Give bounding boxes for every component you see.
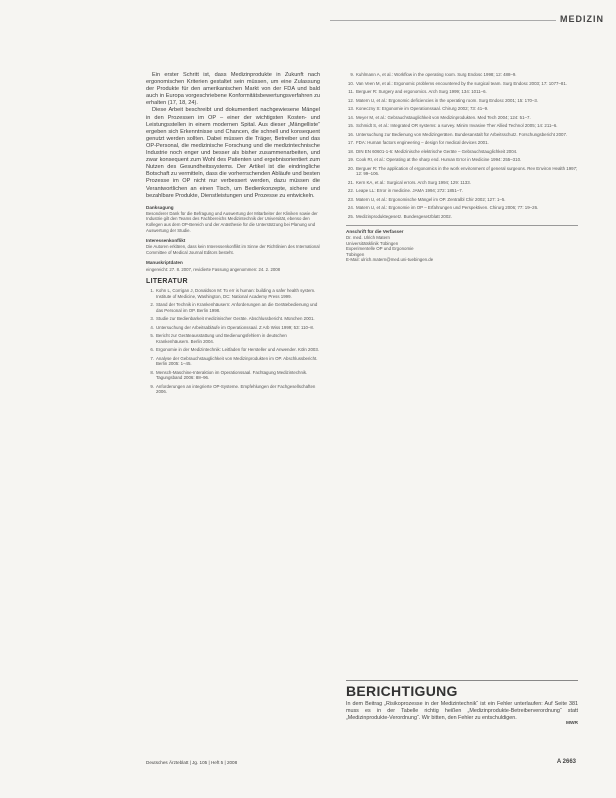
left-column xyxy=(146,72,320,398)
reference-text: Kuhlmann A, et al.: Workflow in the operating room. Surg Endosc 1998; 12: 488–9. xyxy=(356,72,517,77)
reference-item xyxy=(346,72,578,78)
reference-text: Anforderungen an integrierte OP-Systeme. Empfehlungen der Fachgesellschaften 2006. xyxy=(156,383,316,395)
reference-item xyxy=(346,188,578,194)
reference-text: Matern U, et al.: Ergonomic deficiencies in the operating room. Surg Endosc 2001; 15: 170–3. xyxy=(356,97,539,103)
reference-number: 16. xyxy=(347,131,354,137)
reference-text: Kohn L, Corrigan J, Donaldson M: To err is human: building a safer health system. Institute of Medicine, Washington, DC: National Academy Press 1999. xyxy=(156,288,316,299)
reference-text: Cook RI, et al.: Operating at the sharp end. Human Error in Medicine 1994: 255–310. xyxy=(356,157,522,162)
reference-text: Berguer R: Surgery and ergonomics. Arch Surg 1999; 134: 1011–6. xyxy=(356,89,487,94)
reference-text: Van Veen M, et al.: Ergonomic problems encountered by the surgical team. Surg Endosc 2003; 17: 1077–81. xyxy=(356,80,568,86)
reference-item xyxy=(346,166,578,177)
reference-item xyxy=(346,180,578,186)
literature-title: LITERATUR xyxy=(146,278,188,286)
address-line: E-Mail: ulrich.matern@med.uni-tuebingen.de xyxy=(346,257,434,263)
reference-item xyxy=(346,197,578,203)
reference-item xyxy=(146,325,320,331)
reference-item xyxy=(146,347,320,353)
reference-text: Analyse der Gebrauchstauglichkeit von Medizinprodukten im OP. Abschlussbericht. Berlin 2005: 1–45. xyxy=(156,355,318,367)
reference-number: 1. xyxy=(150,288,154,294)
reference-item xyxy=(346,106,578,112)
reference-item xyxy=(146,333,320,344)
body-paragraph-1: Ein erster Schritt ist, dass Medizinprodukte in Zukunft nach ergonomischen Kriterien gestaltet sein müssen, um eine Zulassung der Produkte für den amerikanischen Markt von der FDA und bald auch in Europa vorgeschriebene Konformitätsbewertungsverfahren zu erhalten (17, 18, 24). xyxy=(146,72,320,107)
reference-item xyxy=(146,356,320,367)
reference-text: DIN EN 60601-1-6: Medizinische elektrische Geräte – Gebrauchstauglichkeit 2004. xyxy=(356,148,518,154)
reference-list-left xyxy=(146,288,320,395)
right-column xyxy=(346,72,578,263)
address-block xyxy=(346,235,578,263)
reference-number: 21. xyxy=(347,179,354,185)
reference-number: 9. xyxy=(350,72,354,77)
reference-text: Studie zur Bedienbarkeit medizinischer Geräte. Abschlussbericht. München 2001. xyxy=(156,316,315,322)
reference-item xyxy=(146,302,320,313)
reference-text: Medizinproduktegesetz. Bundesgesetzblatt 2002. xyxy=(356,213,452,219)
conflict-text: Die Autoren erklären, dass kein Interessenkonflikt im Sinne der Richtlinien des International Committee of Medical Journal Editors besteht. xyxy=(146,244,320,255)
conflict-title: Interessenkonflikt xyxy=(146,238,186,244)
address-line: Dr. med. Ulrich Matern xyxy=(346,235,390,241)
reference-text: Koneczny S: Ergonomie im Operationssaal. Chirurg 2002; 73: 41–9. xyxy=(356,106,489,111)
footer-journal: Deutsches Ärzteblatt | Jg. 105 | Heft 5 | 2008 xyxy=(146,760,238,765)
reference-list-right xyxy=(346,72,578,219)
reference-number: 19. xyxy=(347,157,354,162)
reference-text: Leape LL: Error in medicine. JAMA 1994; 272: 1851–7. xyxy=(356,188,463,193)
correction-signature: MWR xyxy=(566,721,578,727)
reference-item xyxy=(146,384,320,395)
manuscript-title: Manuskriptdaten xyxy=(146,260,183,266)
reference-item xyxy=(346,140,578,146)
address-line: Tübingen xyxy=(346,251,365,257)
reference-text: FDA: Human factors engineering – design for medical devices 2001. xyxy=(356,140,489,145)
reference-item xyxy=(346,132,578,138)
reference-text: Kern KA, et al.: Surgical errors. Arch Surg 1994; 129: 1133. xyxy=(356,179,471,185)
reference-number: 15. xyxy=(347,123,354,128)
reference-text: Matern U, et al.: Ergonomische Mängel im OP. Zentralbl Chir 2002; 127: 1–5. xyxy=(356,196,506,202)
reference-text: Ergonomie in der Medizintechnik: Leitfaden für Hersteller und Anwender. Köln 2003. xyxy=(156,347,320,353)
section-tag: MEDIZIN xyxy=(560,14,604,24)
reference-item xyxy=(346,98,578,104)
reference-text: Schmidt S, et al.: Integrated OR systems: a survey. Minim Invasive Ther Allied Technol 2005; 14: 211–6. xyxy=(356,123,558,128)
reference-number: 3. xyxy=(150,316,154,322)
reference-number: 11. xyxy=(348,89,354,94)
reference-number: 5. xyxy=(150,333,154,339)
reference-number: 24. xyxy=(347,205,354,210)
address-line: Experimentelle OP und Ergonomie xyxy=(346,246,414,252)
correction-box xyxy=(346,680,578,726)
page-footer xyxy=(146,760,576,768)
reference-item xyxy=(346,214,578,220)
reference-item xyxy=(146,370,320,381)
reference-number: 9. xyxy=(150,383,154,389)
reference-item xyxy=(346,115,578,121)
reference-number: 8. xyxy=(150,369,154,375)
reference-number: 23. xyxy=(347,196,354,202)
reference-item xyxy=(346,149,578,155)
reference-number: 12. xyxy=(347,97,354,103)
manuscript-text: eingereicht: 27. 8. 2007, revidierte Fassung angenommen: 24. 2. 2008 xyxy=(146,266,281,272)
reference-number: 18. xyxy=(347,148,354,154)
reference-text: Stand der Technik in Krankenhäusern: Anforderungen an die Gerätebedienung und das Personal im OP. Berlin 1998. xyxy=(156,302,318,313)
reference-number: 17. xyxy=(347,140,354,145)
reference-text: Bericht zur Geräteausstattung und Bedienungsfehlern in deutschen Krankenhäusern. Berlin 2004. xyxy=(156,333,287,344)
reference-item xyxy=(346,157,578,163)
reference-item xyxy=(146,288,320,299)
reference-number: 4. xyxy=(150,324,154,330)
reference-item xyxy=(346,89,578,95)
reference-text: Untersuchung zur Bedienung von Medizingeräten. Bundesanstalt für Arbeitsschutz. Forschungsbericht 2007. xyxy=(356,131,568,137)
reference-number: 2. xyxy=(150,302,154,308)
page-number: A 2663 xyxy=(556,759,576,765)
reference-text: Mensch-Maschine-Interaktion im Operationssaal. Fachtagung Medizintechnik. Tagungsband 2006: 88–96. xyxy=(156,369,308,381)
reference-number: 13. xyxy=(347,106,354,111)
address-line: Universitätsklinik Tübingen xyxy=(346,240,399,246)
reference-item xyxy=(346,81,578,87)
address-title: Anschrift für die Verfasser xyxy=(346,225,578,235)
acknowledgement-text: Besonderer Dank für die Befragung und Auswertung der Mitarbeiter der Kliniken sowie der Industrie gilt den Teams des Fachbereichs Medizintechnik der Universität, ebenso den Kollegen aus dem OP-Bereich und der Anästhesie für die Unterstützung bei Planung und Auswertung der Studie. xyxy=(146,210,318,233)
reference-number: 10. xyxy=(347,80,354,86)
reference-text: Untersuchung der Arbeitsabläufe im Operationssaal. Z Arb Wiss 1999; 53: 110–8. xyxy=(156,324,315,330)
correction-text: In dem Beitrag „Risikoprozesse in der Medizintechnik“ ist ein Fehler unterlaufen: Auf Seite 381 muss es in der Tabelle richtig heißen „Medizinprodukte-Betreiberverordnung“ statt „Medizinprodukte-Verordnung“. Wir bitten, den Fehler zu entschuldigen. xyxy=(346,701,578,721)
reference-number: 6. xyxy=(150,347,154,353)
reference-number: 7. xyxy=(150,355,154,361)
header-rule xyxy=(330,20,556,21)
reference-number: 25. xyxy=(347,213,354,219)
reference-text: Berguer R: The application of ergonomics in the work environment of general surgeons. Rev Environ Health 1997; 12: 99–106. xyxy=(356,165,578,176)
reference-text: Matern U, et al.: Ergonomie im OP – Erfahrungen und Perspektiven. Chirurg 2006; 77: 19–26. xyxy=(356,205,539,210)
body-paragraph-2: Diese Arbeit beschreibt und dokumentiert nachgewiesene Mängel in den Prozessen im OP – einer der wichtigsten Kosten- und Leistungsstellen in einem modernen Spital. Aus dieser „Mängelliste“ ergeben sich Erkenntnisse und Chancen, die schnell und konsequent genutzt werden sollten. Dabei müssen die Träger, Betreiber und das OP-Personal, die medizinische Forschung und die medizintechnische Industrie noch enger und besser als bisher zusammenarbeiten, und zwar konsequent zum Wohl des Patienten und ergebnisorientiert zum Nutzen des Gesundheitssystems. Der Artikel ist die eindringliche Botschaft zu vermitteln, dass die vorherrschenden Abläufe und besten Prozesse im OP nicht nur verbessert werden, dazu müssen die Verantwortlichen an einen Tisch, um Bedienkonzepte, sichere und bezahlbare Produkte, Dienstleistungen und Prozesse zu entwickeln. xyxy=(146,107,320,199)
reference-text: Meyer M, et al.: Gebrauchstauglichkeit von Medizinprodukten. Med Tech 2004; 124: 51–7. xyxy=(356,114,531,120)
acknowledgement-title: Danksagung xyxy=(146,204,174,210)
reference-item xyxy=(346,123,578,129)
reference-number: 22. xyxy=(347,188,354,193)
reference-item xyxy=(146,316,320,322)
reference-number: 20. xyxy=(347,165,354,171)
reference-item xyxy=(346,205,578,211)
reference-number: 14. xyxy=(347,114,354,120)
correction-title: BERICHTIGUNG xyxy=(346,683,458,699)
